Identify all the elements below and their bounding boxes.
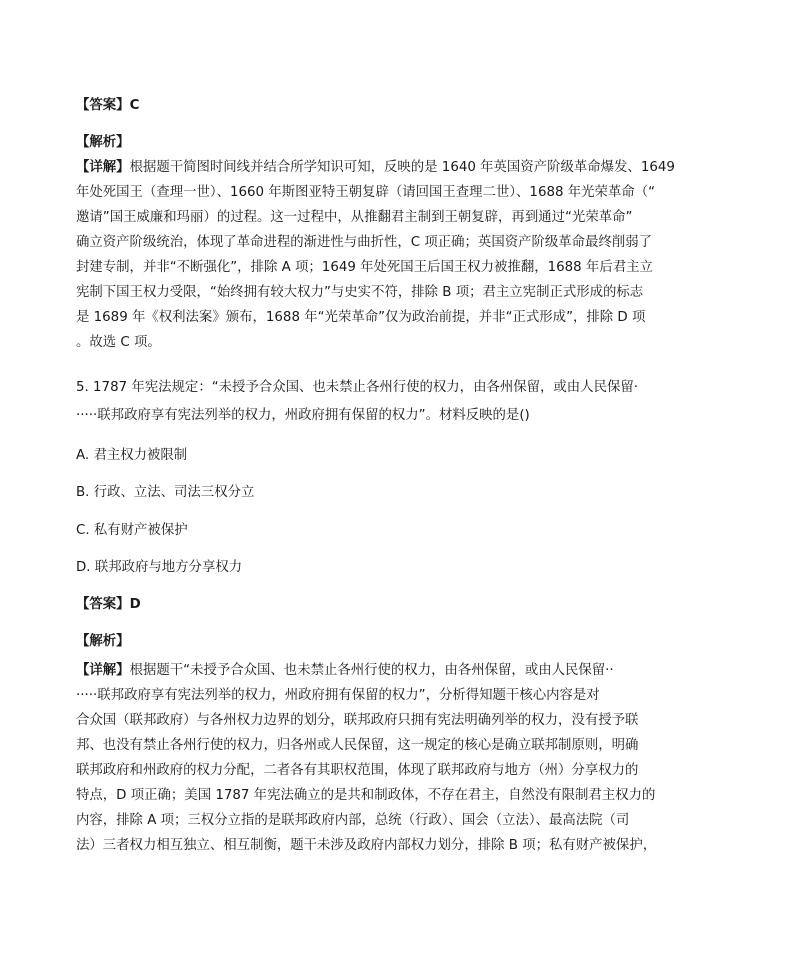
answer-value: D bbox=[129, 597, 141, 612]
q5-detail bbox=[76, 660, 676, 857]
q4-analysis-label: 【解析】 bbox=[76, 135, 130, 150]
detail-line: 联邦政府和州政府的权力分配，二者各有其职权范围，体现了联邦政府与地方（州）分享权力的 bbox=[76, 763, 639, 778]
option-c: C. 私有财产被保护 bbox=[76, 523, 188, 538]
q5-stem bbox=[76, 377, 676, 427]
detail-line: 邦、也没有禁止各州行使的权力，归各州或人民保留，这一规定的核心是确立联邦制原则，明确 bbox=[76, 738, 639, 753]
option-d: D. 联邦政府与地方分享权力 bbox=[76, 560, 243, 575]
detail-text: 根据题干“未授予合众国、也未禁止各州行使的权力，由各州保留，或由人民保留·· bbox=[129, 663, 614, 678]
option-a: A. 君主权力被限制 bbox=[76, 448, 188, 463]
stem-line: 5. 1787 年宪法规定：“未授予合众国、也未禁止各州行使的权力，由各州保留，或由人民保留· bbox=[76, 380, 639, 395]
detail-line: 。故选 C 项。 bbox=[76, 335, 161, 350]
detail-tag: 【详解】 bbox=[76, 160, 130, 175]
q4-detail bbox=[76, 157, 676, 354]
detail-line bbox=[76, 660, 676, 682]
detail-line: 确立资产阶级统治，体现了革命进程的渐进性与曲折性，C 项正确；英国资产阶级革命最终削弱了 bbox=[76, 235, 653, 250]
q4-answer bbox=[76, 95, 676, 117]
detail-line: 年处死国王（查理一世）、1660 年斯图亚特王朝复辟（请回国王查理二世）、1688 年光荣革命（“ bbox=[76, 185, 656, 200]
detail-line bbox=[76, 157, 676, 179]
option-b: B. 行政、立法、司法三权分立 bbox=[76, 485, 255, 500]
stem-line: ·····联邦政府享有宪法列举的权力，州政府拥有保留的权力”。材料反映的是() bbox=[76, 408, 530, 423]
detail-line: 封建专制，并非“不断强化”，排除 A 项；1649 年处死国王后国王权力被推翻，1688 年后君主立 bbox=[76, 260, 653, 275]
detail-line: 是 1689 年《权利法案》颁布，1688 年“光荣革命”仅为政治前提，并非“正式形成”，排除 D 项 bbox=[76, 310, 646, 325]
q5-answer bbox=[76, 594, 676, 616]
detail-line: 邀请”国王威廉和玛丽）的过程。这一过程中，从推翻君主制到王朝复辟，再到通过“光荣革命” bbox=[76, 210, 633, 225]
detail-line: 合众国（联邦政府）与各州权力边界的划分，联邦政府只拥有宪法明确列举的权力，没有授予联 bbox=[76, 713, 639, 728]
detail-line: 内容，排除 A 项；三权分立指的是联邦政府内部，总统（行政）、国会（立法）、最高法院（司 bbox=[76, 813, 630, 828]
answer-tag: 【答案】 bbox=[76, 597, 130, 612]
answer-value: C bbox=[129, 98, 140, 113]
detail-line: 宪制下国王权力受限，“始终拥有较大权力”与史实不符，排除 B 项；君主立宪制正式形成的标志 bbox=[76, 285, 644, 300]
q5-analysis-label: 【解析】 bbox=[76, 634, 130, 649]
detail-line: 法）三者权力相互独立、相互制衡，题干未涉及政府内部权力划分，排除 B 项；私有财产被保护， bbox=[76, 838, 657, 853]
detail-tag: 【详解】 bbox=[76, 663, 130, 678]
detail-text: 根据题干简图时间线并结合所学知识可知，反映的是 1640 年英国资产阶级革命爆发、1649 bbox=[129, 160, 675, 175]
answer-tag: 【答案】 bbox=[76, 98, 130, 113]
detail-line: ·····联邦政府享有宪法列举的权力，州政府拥有保留的权力”，分析得知题干核心内容是对 bbox=[76, 688, 600, 703]
detail-line: 特点，D 项正确；美国 1787 年宪法确立的是共和制政体，不存在君主，自然没有限制君主权力的 bbox=[76, 788, 656, 803]
